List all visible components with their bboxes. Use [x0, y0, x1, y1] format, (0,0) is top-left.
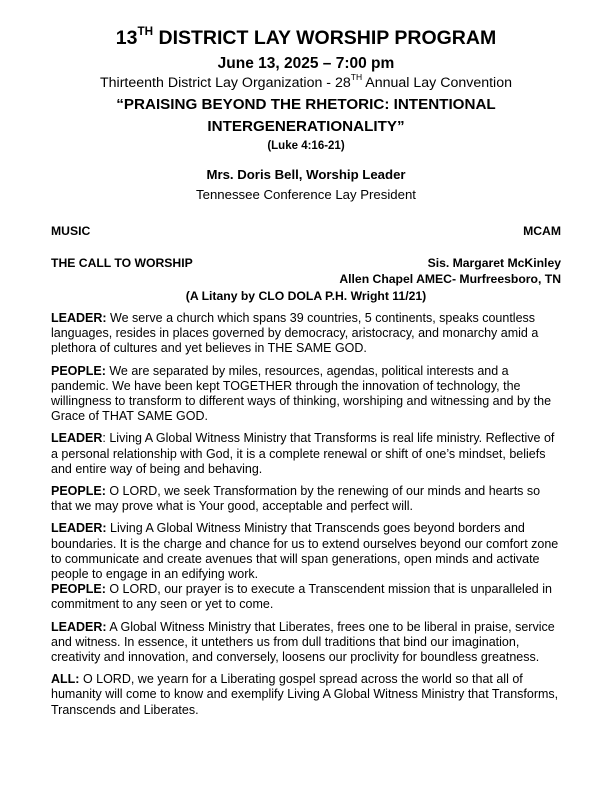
org-prefix: Thirteenth District Lay Organization - 28 [100, 75, 351, 91]
litany-text: : Living A Global Witness Ministry that Transforms is real life ministry. Reflective of a personal relationship with God, it is a complete renewal or shift of one’s mindset, beliefs and entire way of being and behaving. [51, 431, 555, 476]
litany-paragraph [51, 484, 563, 514]
litany-paragraph [51, 582, 563, 612]
speaker-label: LEADER [51, 431, 103, 446]
convention-theme: “PRAISING BEYOND THE RHETORIC: INTENTIONAL INTERGENERATIONALITY” [116, 96, 496, 135]
litany-text: Living A Global Witness Ministry that Transcends goes beyond borders and boundaries. It is the charge and chance for us to extend ourselves beyond our comfort zone to communicate and create avenues that will span generations, open minds and activate people to engage in an edifying work. [51, 521, 559, 582]
scripture-reference: (Luke 4:16-21) [267, 140, 345, 152]
litany-paragraph [51, 672, 563, 718]
litany-credit: (A Litany by CLO DOLA P.H. Wright 11/21) [185, 289, 427, 303]
speaker-label: LEADER: [51, 521, 107, 536]
title-rest: DISTRICT LAY WORSHIP PROGRAM [153, 27, 497, 49]
call-to-worship-church: Allen Chapel AMEC- Murfreesboro, TN [339, 272, 561, 286]
call-to-worship-leader: Sis. Margaret McKinley [427, 256, 561, 270]
title-superscript: TH [137, 25, 154, 39]
litany-paragraph [51, 364, 563, 425]
litany-paragraph [51, 311, 563, 357]
litany-text: We serve a church which spans 39 countries, 5 continents, speaks countless languages, resides in places governed by democracy, aristocracy, and monarchy amid a plethora of cultures and yet believes in THE SAME GOD. [51, 311, 539, 356]
org-superscript: TH [350, 72, 363, 83]
litany-body [51, 311, 563, 725]
litany-paragraph [51, 431, 563, 477]
music-label: MUSIC [51, 224, 91, 238]
speaker-label: ALL: [51, 672, 80, 687]
org-rest: Annual Lay Convention [362, 75, 512, 91]
litany-text: A Global Witness Ministry that Liberates, frees one to be liberal in praise, service and witness. In essence, it untethers us from dull traditions that bind our imagination, creativity and innovation, and conversely, loosens our proclivity for boundless greatness. [51, 619, 555, 665]
speaker-label: LEADER: [51, 619, 107, 634]
litany-text: O LORD, we yearn for a Liberating gospel spread across the world so that all of humanity will come to know and exemplify Living A Global Witness Ministry that Transforms, Transcends and Liberates. [51, 672, 559, 717]
litany-paragraph [51, 521, 563, 582]
title-prefix: 13 [115, 27, 138, 49]
worship-leader-title: Tennessee Conference Lay President [196, 187, 416, 202]
litany-text: O LORD, our prayer is to execute a Transcendent mission that is unparalleled in commitment to any seen or yet to come. [51, 582, 552, 612]
speaker-label: PEOPLE: [51, 363, 106, 378]
speaker-label: PEOPLE: [51, 582, 106, 597]
speaker-label: PEOPLE: [51, 484, 106, 499]
litany-text: O LORD, we seek Transformation by the renewing of our minds and hearts so that we may prove what is Your good, acceptable and perfect will. [51, 484, 541, 514]
program-date: June 13, 2025 – 7:00 pm [217, 55, 395, 72]
call-to-worship-label: THE CALL TO WORSHIP [51, 256, 193, 270]
program-title [0, 26, 612, 50]
music-provider: MCAM [523, 224, 561, 238]
speaker-label: LEADER: [51, 311, 107, 325]
litany-paragraph [51, 620, 563, 666]
organization-line [0, 74, 612, 92]
litany-text: We are separated by miles, resources, agendas, political interests and a pandemic. We have been kept TOGETHER through the innovation of technology, the willingness to transform to different ways of thinking, worshiping and witnessing and by the Grace of THAT SAME GOD. [51, 363, 552, 424]
worship-leader-name: Mrs. Doris Bell, Worship Leader [206, 167, 406, 182]
